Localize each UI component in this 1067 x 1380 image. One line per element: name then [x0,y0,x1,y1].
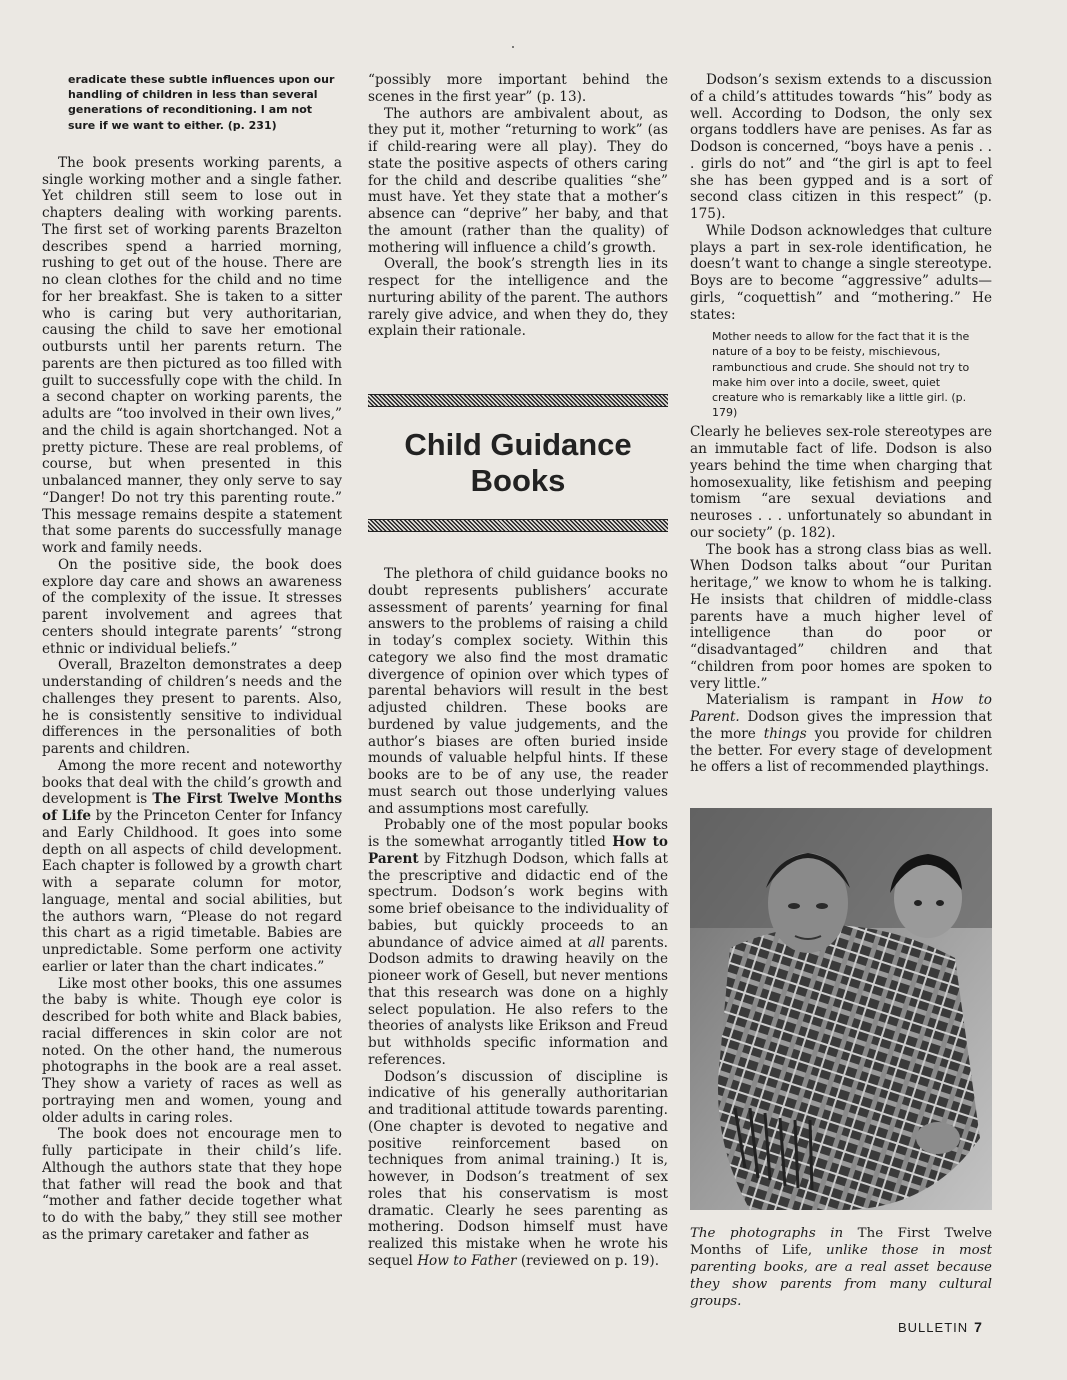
paragraph [368,1069,668,1270]
book-title: How to Parent. [690,692,992,726]
paragraph [42,758,342,976]
paragraph: “possibly more important behind the scenes in the first year” (p. 13). [368,72,668,105]
emphasis: things [763,725,807,742]
photo-woman-carrying-child [690,808,992,1210]
paragraph: The book does not encourage men to fully participate in their child’s life. Although the authors state that they hope that father will read the book and that “mother and father decide together what to do with the baby,” they still see mother as the primary caretaker and father as [42,1126,342,1243]
photo-caption [690,1226,992,1310]
section-heading [368,427,668,499]
paragraph: Like most other books, this one assumes the baby is white. Though eye color is described for both white and Black babies, racial differences in skin color are not noted. On the other hand, the numerous photographs in the book are a real asset. They show a variety of races as well as portraying men and women, young and older adults in caring roles. [42,975,342,1126]
print-speck [512,46,514,48]
text-run: by the Princeton Center for Infancy and Early Childhood. It goes into some depth on all aspects of child development. Each chapter is followed by a growth chart with a separate column for motor, language, mental and social abilities, but the authors warn, “Please do not regard this chart as a rigid timetable. Babies are unpredictable. Some perform one activity earlier or later than the chart indicates.” [42,808,342,975]
paragraph: The plethora of child guidance books no doubt represents publishers’ accurate assessment of parents’ yearning for final answers to the problems of raising a child in today’s complex society. Within this category we also find the most dramatic divergence of opinion over which types of parental behaviors will result in the best adjusted children. These books are burdened by value judgements, and the author’s biases are often buried inside mounds of valuable helpful hints. If these books are to be of any use, the reader must search out those underlying values and assumptions most carefully. [368,566,668,817]
caption-text: unlike those in most parenting books, are a real asset because they show parents from many cultural groups. [690,1243,992,1309]
paragraph: The book has a strong class bias as well. When Dodson talks about “our Puritan heritage,” we know to whom he is talking. He insists that children of middle-class parents have a much higher level of intelligence than do poor or “disadvantaged” children and that “children from poor homes are spoken to very little.” [690,541,992,692]
page-footer [898,1319,983,1335]
paragraph: The book presents working parents, a single working mother and a single father. Yet children still seem to lose out in chapters dealing with working parents. The first set of working parents Brazelton describes spend a harried morning, rushing to get out of the house. There are no clean clothes for the child and no time for her breakfast. She is taken to a sitter who is caring but very authoritarian, causing the child to save her emotional outbursts until her parents return. The parents are then pictured as too filled with guilt to successfully cope with the child. In a second chapter on working parents, the adults are “too involved in their own lives,” and the child is again shortchanged. Not a pretty picture. These are real problems, of course, but when presented in this unbalanced manner, they only serve to say “Danger! Do not try this parenting route.” This message remains despite a statement that some parents do successfully manage work and family needs. [42,154,342,557]
text-run: Dodson gives the impression that the more [690,709,992,742]
column-middle [368,72,668,1270]
paragraph [368,817,668,1068]
paragraph: Dodson’s sexism extends to a discussion of a child’s attitudes towards “his” body as well. According to Dodson, the only sex organs toddlers have are penises. As far as Dodson is concerned, “boys have a penis . . . girls do not” and “the girl is apt to feel she has been gypped and is a sort of second class citizen in this respect” (p. 175). [690,72,992,222]
hatched-rule-bottom [368,519,668,532]
paragraph: On the positive side, the book does explore day care and shows an awareness of the complexity of the issue. It stresses parent involvement and agrees that centers should integrate parents’ “strong ethnic or individual beliefs.” [42,556,342,657]
block-quote: Mother needs to allow for the fact that it is the nature of a boy to be feisty, mischievous, rambunctious and crude. She should not try to make him over into a docile, sweet, quiet creature who is remarkably like a little girl. (p. 179) [712,330,970,420]
emphasis: all [588,934,605,951]
heading-line: Books [470,463,566,498]
text-run: Dodson’s discussion of discipline is indicative of his generally authoritarian and traditional attitude towards parenting. (One chapter is devoted to negative and positive reinforcement based on techniques from animal training.) It is, however, in Dodson’s treatment of sex roles that his conservatism is most dramatic. Clearly he sees parenting as mothering. Dodson himself must have realized this mistake when he wrote his sequel [368,1068,668,1269]
page-number: 7 [974,1319,983,1335]
paragraph [690,692,992,776]
text-run: Probably one of the most popular books is the somewhat arrogantly titled [368,817,668,850]
paragraph: Clearly he believes sex-role stereotypes are an immutable fact of life. Dodson is also years behind the time when charging that homosexuality, like fetishism and peeping tomism “are sexual deviations and neuroses . . . unfortunately so abundant in our society” (p. 182). [690,424,992,541]
heading-line: Child Guidance [404,427,632,462]
text-run: you provide for children the better. For every stage of development he offers a list of recommended playthings. [690,725,992,776]
text-run: Materialism is rampant in [706,692,932,709]
paragraph: The authors are ambivalent about, as they put it, mother “returning to work” (as if child-rearing were all play). They do state the positive aspects of others caring for the child and describe qualities “she” must have. Yet they state that a mother’s absence can “deprive” her baby, and that the amount (rather than the quality) of mothering will influence a child’s growth. [368,105,668,256]
photo-illustration [690,808,992,1210]
text-run: by Fitzhugh Dodson, which falls at the prescriptive and didactic end of the spectrum. Dodson’s work begins with some brief obeisance to the individuality of babies, but quickly proceeds to an abundance of advice aimed at [368,850,668,951]
hatched-rule-top [368,394,668,407]
book-title: The First Twelve Months of Life, [690,1226,992,1259]
publication-name: BULLETIN [898,1320,969,1335]
text-run: parents. Dodson admits to drawing heavily on the pioneer work of Gesell, but never mentions that this research was done on a highly select population. He also refers to the theories of analysts like Erikson and Freud but withholds specific information and references. [368,934,668,1068]
paragraph: While Dodson acknowledges that culture plays a part in sex-role identification, he doesn’t want to change a single stereotype. Boys are to become “aggressive” adults—girls, “coquettish” and “mothering.” He states: [690,222,992,323]
paragraph: Overall, the book’s strength lies in its respect for the intelligence and the nurturing ability of the parent. The authors rarely give advice, and when they do, they explain their rationale. [368,256,668,340]
text-run: Among the more recent and noteworthy books that deal with the child’s growth and development is [42,757,342,808]
caption-text: The photographs in [690,1226,858,1242]
book-title: How to Parent [368,834,668,867]
book-title: How to Father [417,1252,517,1269]
paragraph: Overall, Brazelton demonstrates a deep understanding of children’s needs and the challenges they present to parents. Also, he is consistently sensitive to individual differences in the personalities of both parents and children. [42,657,342,758]
column-right [690,72,992,776]
book-title: The First Twelve Months of Life [42,791,342,825]
text-run: (reviewed on p. 19). [516,1252,660,1269]
block-quote: eradicate these subtle influences upon our handling of children in less than several generations of reconditioning. I am not sure if we want to either. (p. 231) [68,73,335,132]
column-left [42,72,342,1244]
